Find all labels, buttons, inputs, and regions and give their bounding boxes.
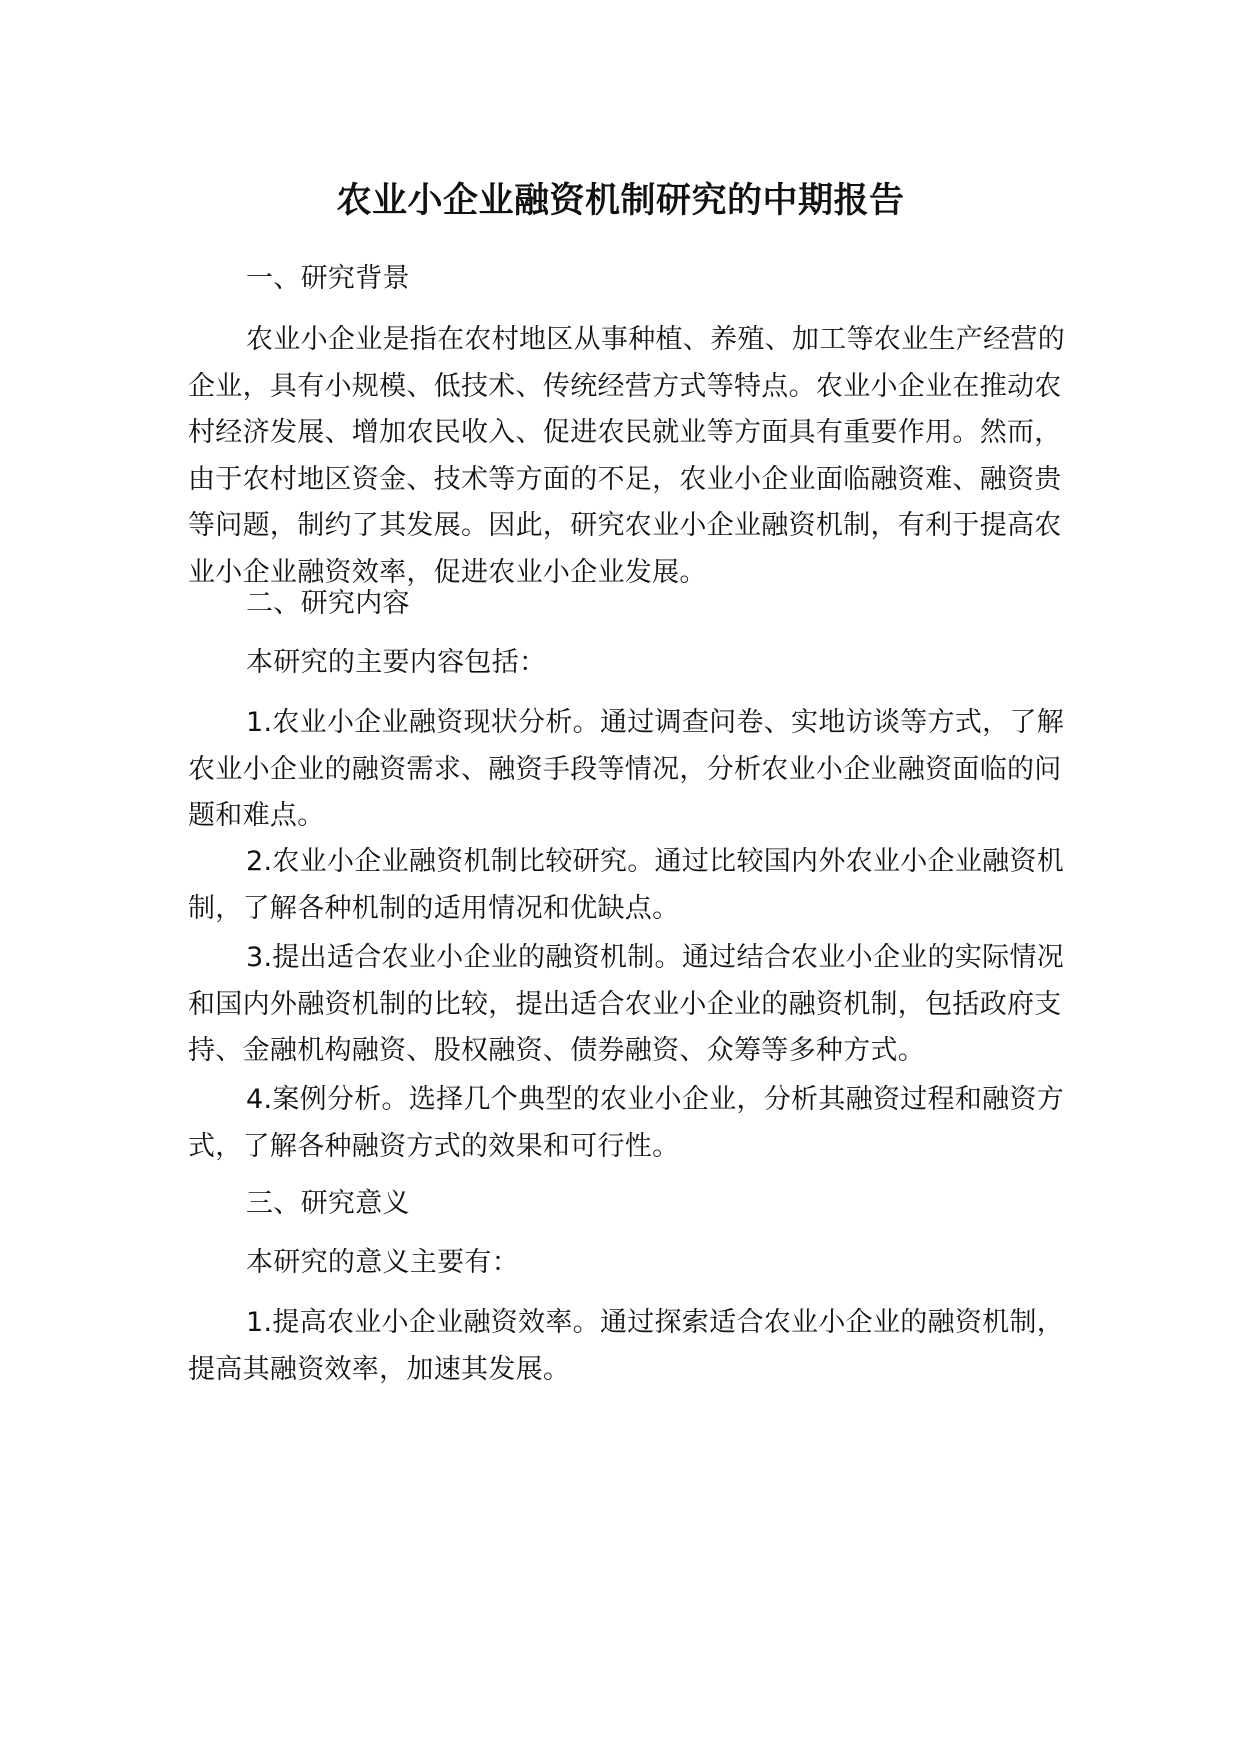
- content-item-1: 1.农业小企业融资现状分析。通过调查问卷、实地访谈等方式，了解农业小企业的融资需求、融资手段等情况，分析农业小企业融资面临的问题和难点。: [188, 707, 1065, 831]
- section-heading-significance: 三、研究意义: [246, 1188, 410, 1219]
- background-paragraph: 农业小企业是指在农村地区从事种植、养殖、加工等农业生产经营的企业，具有小规模、低技术、传统经营方式等特点。农业小企业在推动农村经济发展、增加农民收入、促进农民就业等方面具有重要作用。然而，由于农村地区资金、技术等方面的不足，农业小企业面临融资难、融资贵等问题，制约了其发展。因此，研究农业小企业融资机制，有利于提高农业小企业融资效率，促进农业小企业发展。: [188, 324, 1065, 588]
- content-item-3: 3.提出适合农业小企业的融资机制。通过结合农业小企业的实际情况和国内外融资机制的比较，提出适合农业小企业的融资机制，包括政府支持、金融机构融资、股权融资、债券融资、众筹等多种方式。: [188, 942, 1065, 1066]
- significance-item-1: 1.提高农业小企业融资效率。通过探索适合农业小企业的融资机制，提高其融资效率，加速其发展。: [188, 1307, 1065, 1385]
- significance-intro-paragraph: 本研究的意义主要有：: [246, 1247, 519, 1278]
- content-item-4: 4.案例分析。选择几个典型的农业小企业，分析其融资过程和融资方式，了解各种融资方式的效果和可行性。: [188, 1084, 1065, 1162]
- section-heading-background: 一、研究背景: [246, 263, 410, 294]
- content-item-2: 2.农业小企业融资机制比较研究。通过比较国内外农业小企业融资机制，了解各种机制的适用情况和优缺点。: [188, 846, 1065, 924]
- content-intro-paragraph: 本研究的主要内容包括：: [246, 647, 547, 678]
- section-heading-content: 二、研究内容: [246, 588, 410, 619]
- document-title: 农业小企业融资机制研究的中期报告: [336, 181, 905, 221]
